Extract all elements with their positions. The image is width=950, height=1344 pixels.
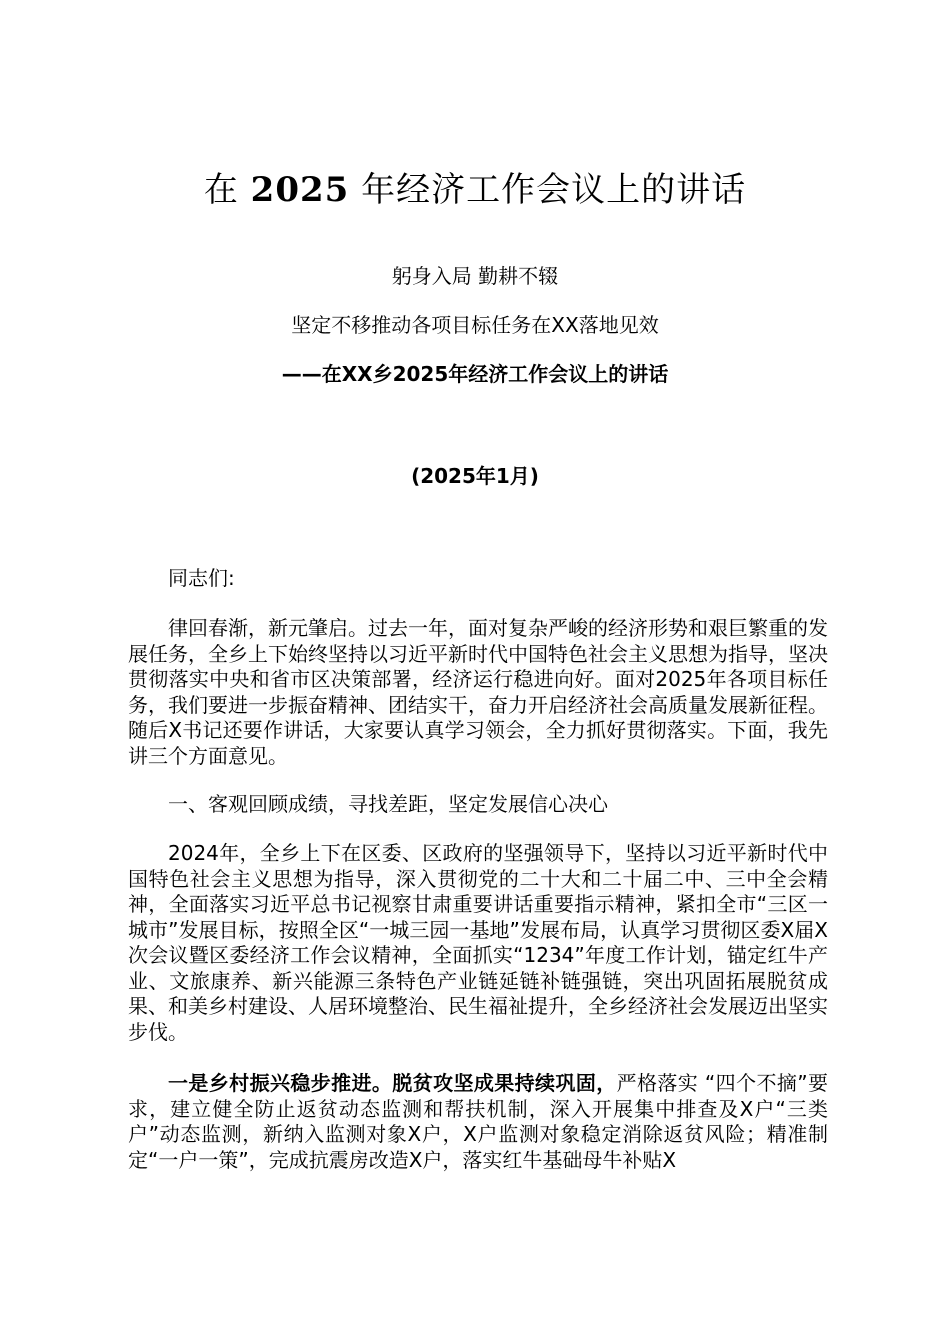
salutation: 同志们: [168, 566, 235, 590]
paragraph-rural-revitalization [128, 1071, 828, 1173]
title-year: 2025 [250, 170, 350, 210]
subtitle-line-3: ——在XX乡2025年经济工作会议上的讲话 [281, 362, 669, 386]
speech-date: (2025年1月) [411, 464, 539, 488]
section-heading-1: 一、客观回顾成绩，寻找差距，坚定发展信心决心 [168, 792, 608, 816]
document-title [0, 166, 950, 214]
subtitle-line-2: 坚定不移推动各项目标任务在XX落地见效 [291, 313, 659, 337]
paragraph-lead-bold: 一是乡村振兴稳步推进。脱贫攻坚成果持续巩固， [168, 1071, 617, 1095]
subtitle-line-1: 躬身入局 勤耕不辍 [391, 264, 559, 288]
paragraph-review: 2024年，全乡上下在区委、区政府的坚强领导下，坚持以习近平新时代中国特色社会主义思想为指导，深入贯彻党的二十大和二十届二中、三中全会精神，全面落实习近平总书记视察甘肃重要讲话重要指示精神，紧扣全市“三区一城市”发展目标，按照全区“一城三园一基地”发展布局，认真学习贯彻区委X届X次会议暨区委经济工作会议精神，全面抓实“1234”年度工作计划，锚定红牛产业、文旅康养、新兴能源三条特色产业链延链补链强链，突出巩固拓展脱贫成果、和美乡村建设、人居环境整治、民生福祉提升，全乡经济社会发展迈出坚实步伐。 [128, 841, 828, 1044]
title-prefix: 在 [203, 170, 239, 210]
title-suffix: 年经济工作会议上的讲话 [361, 170, 747, 210]
paragraph-intro: 律回春渐，新元肇启。过去一年，面对复杂严峻的经济形势和艰巨繁重的发展任务，全乡上下始终坚持以习近平新时代中国特色社会主义思想为指导，坚决贯彻落实中央和省市区决策部署，经济运行稳进向好。面对2025年各项目标任务，我们要进一步振奋精神、团结实干，奋力开启经济社会高质量发展新征程。随后X书记还要作讲话，大家要认真学习领会，全力抓好贯彻落实。下面，我先讲三个方面意见。 [128, 616, 828, 768]
paragraph-rest: 严格落实 “四个不摘”要求，建立健全防止返贫动态监测和帮扶机制，深入开展集中排查及X户“三类户”动态监测，新纳入监测对象X户，X户监测对象稳定消除返贫风险；精准制定“一户一策”，完成抗震房改造X户，落实红牛基础母牛补贴X [128, 1071, 828, 1172]
